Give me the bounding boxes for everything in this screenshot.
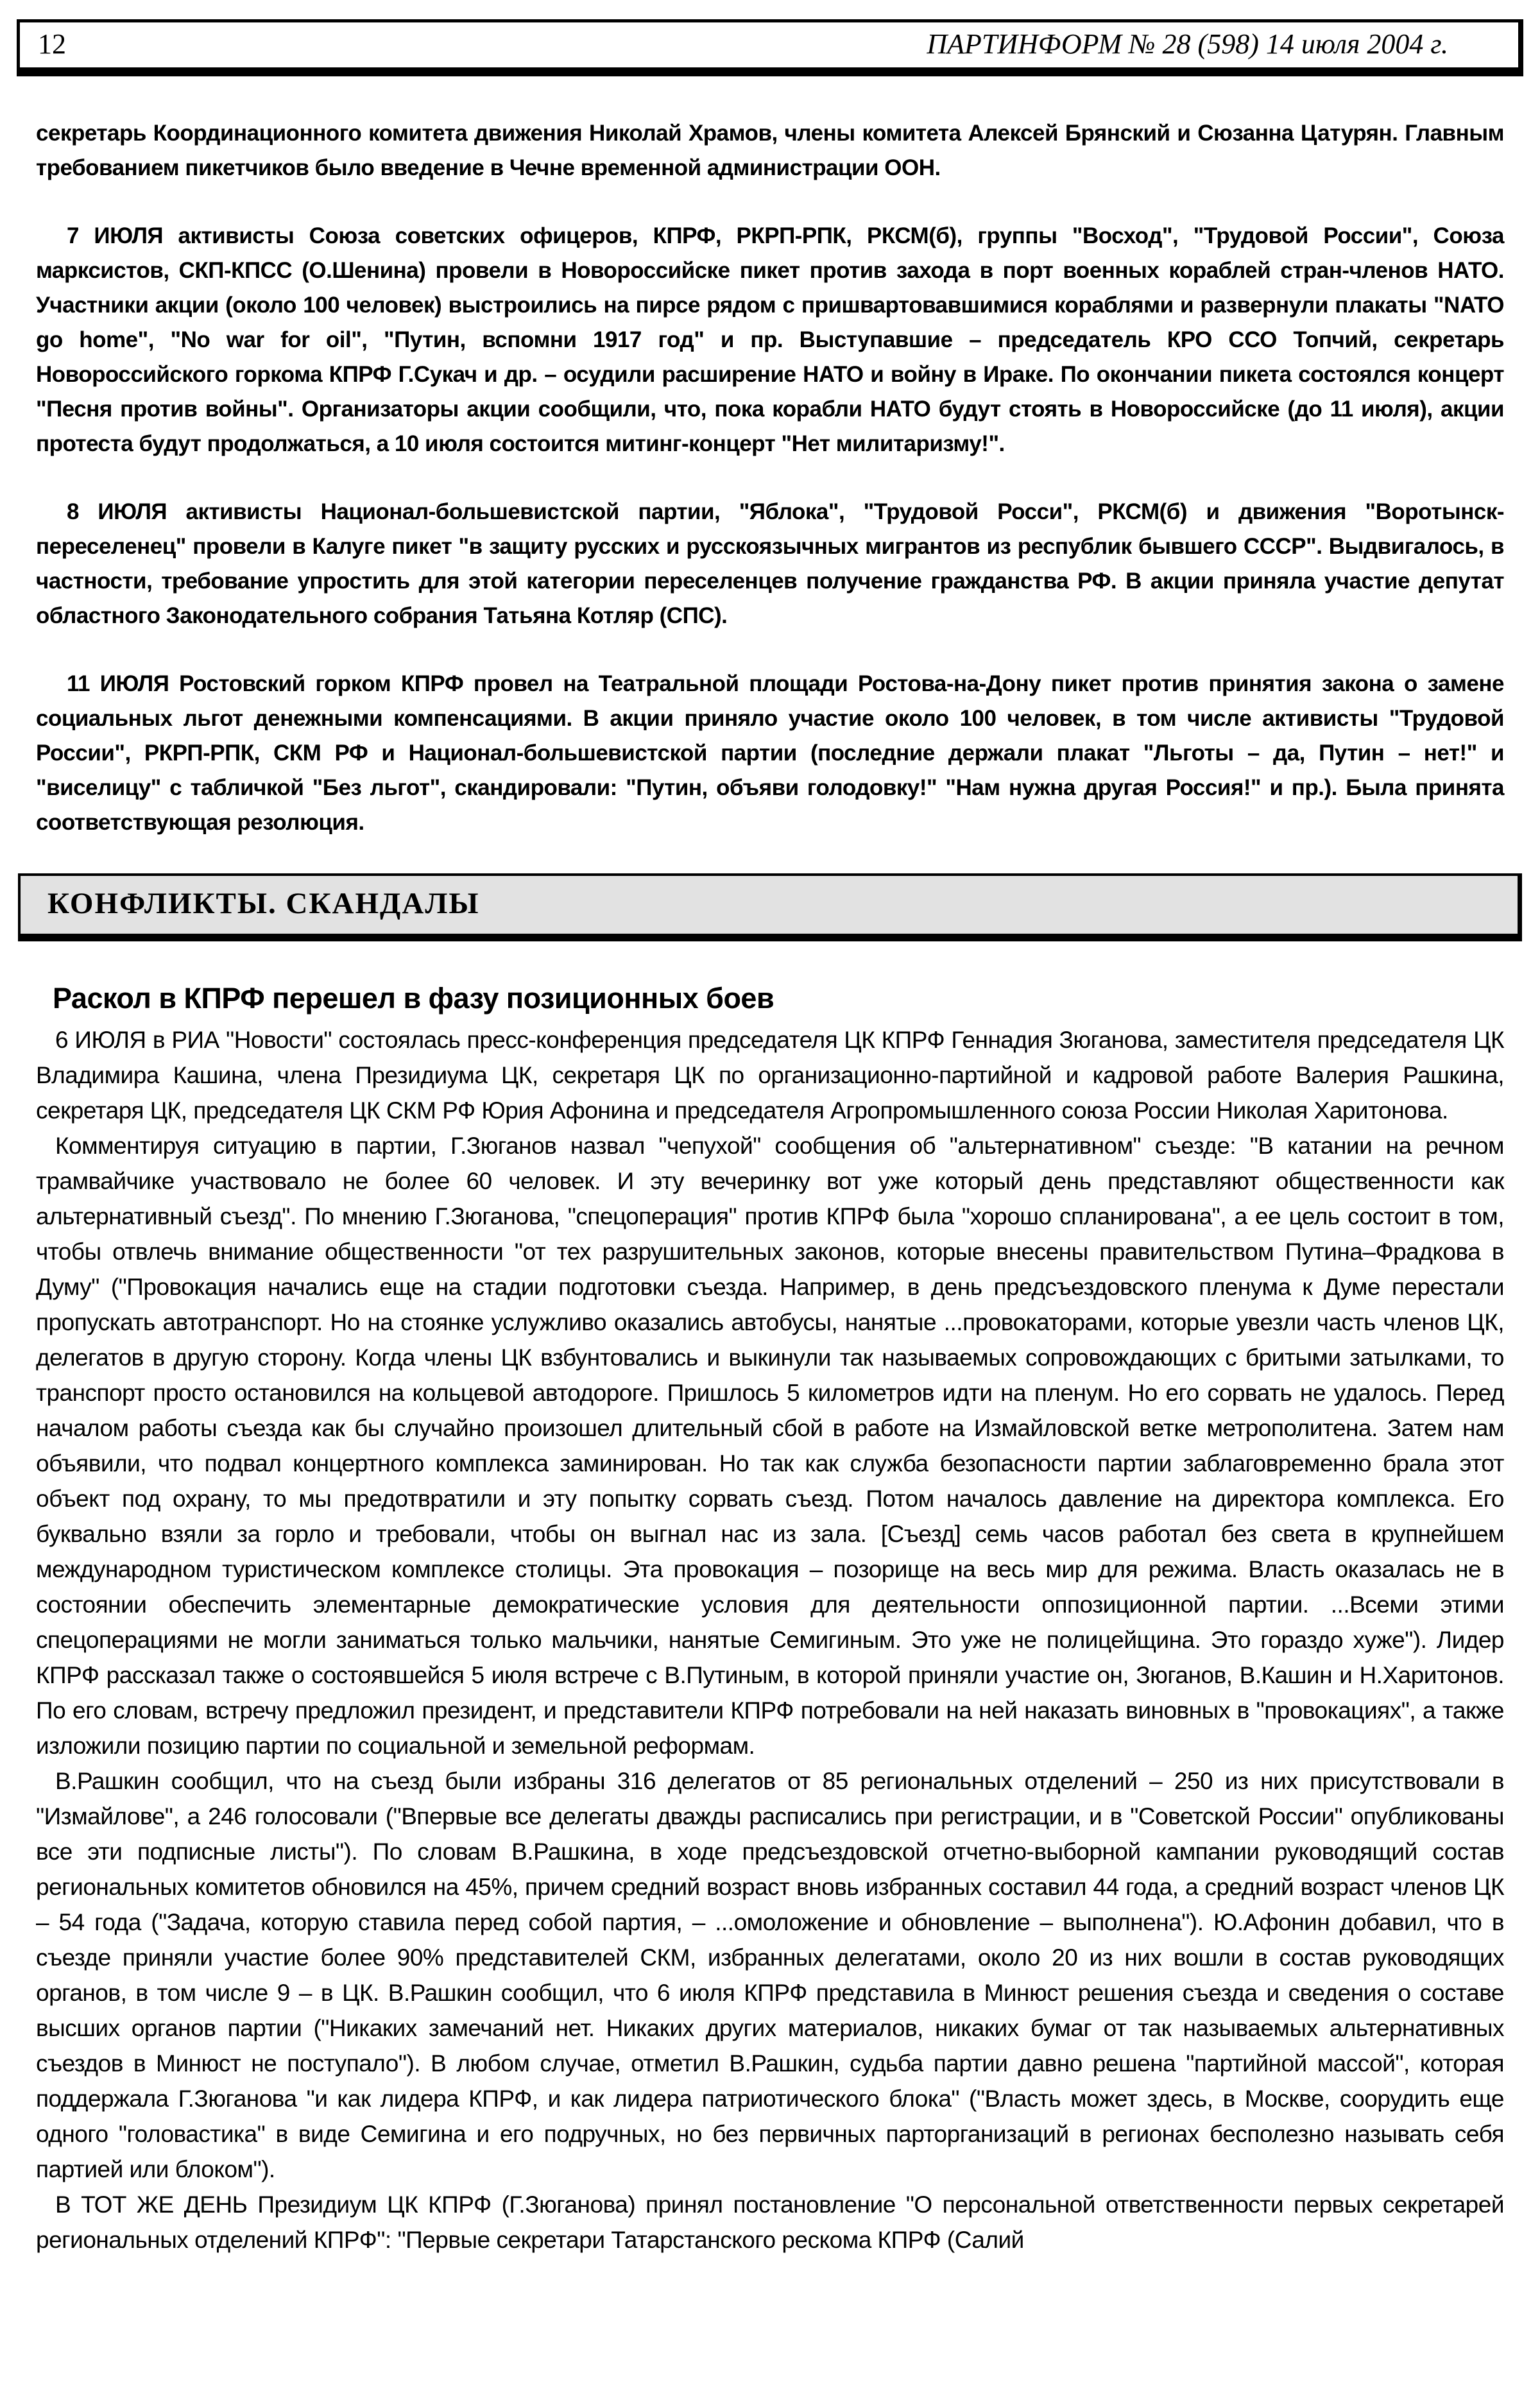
news-intro-block — [36, 116, 1504, 840]
page-number: 12 — [38, 28, 66, 60]
news-paragraph-continuation: секретарь Координационного комитета движения Николай Храмов, члены комитета Алексей Брянский и Сюзанна Цатурян. Главным требованием пикетчиков было введение в Чечне временной администрации ООН. — [36, 121, 1504, 180]
section-title: КОНФЛИКТЫ. СКАНДАЛЫ — [47, 887, 480, 920]
running-header — [17, 19, 1523, 76]
article-paragraph: В.Рашкин сообщил, что на съезд были избраны 316 делегатов от 85 региональных отделений – 250 из них присутствовали в "Измайлове", а 246 голосовали ("Впервые все делегаты дважды расписались при регистрации, и в "Советской России" опубликованы все эти подписные листы"). По словам В.Рашкина, в ходе предсъездовской отчетно-выборной кампании руководящий состав региональных комитетов обновился на 45%, причем средний возраст вновь избранных составил 44 года, а средний возраст членов ЦК – 54 года ("Задача, которую ставила перед собой партия, – ...омоложение и обновление – выполнена"). Ю.Афонин добавил, что в съезде приняли участие более 90% представителей СКМ, избранных делегатами, около 20 из них вошли в состав руководящих органов, в том числе 9 – в ЦК. В.Рашкин сообщил, что 6 июля КПРФ представила в Минюст решения съезда и сведения о составе высших органов партии ("Никаких замечаний нет. Никаких других материалов, никаких бумаг от так называемых альтернативных съездов в Минюст не поступало"). В любом случае, отметил В.Рашкин, судьба партии давно решена "партийной массой", которая поддержала Г.Зюганова "и как лидера КПРФ, и как лидера патриотического блока" ("Власть может здесь, в Москве, соорудить еще одного "головастика" в виде Семигина и его подручных, но без первичных парторганизаций в регионах бесполезно называть себя партией или блоком"). — [36, 1767, 1504, 2182]
section-banner — [18, 873, 1522, 941]
article-paragraph: Комментируя ситуацию в партии, Г.Зюганов назвал "чепухой" сообщения об "альтернативном" съезде: "В катании на речном трамвайчике участвовало не более 60 человек. И эту вечеринку вот уже который день представляют общественности как альтернативный съезд". По мнению Г.Зюганова, "спецоперация" против КПРФ была "хорошо спланирована", а ее цель состоит в том, чтобы отвлечь внимание общественности "от тех разрушительных законов, которые внесены правительством Путина–Фрадкова в Думу" ("Провокация начались еще на стадии подготовки съезда. Например, в день предсъездовского пленума к Думе перестали пропускать автотранспорт. Но на стоянке услужливо оказались автобусы, нанятые ...провокаторами, которые увезли часть членов ЦК, делегатов в другую сторону. Когда члены ЦК взбунтовались и выкинули так называемых сопровождающих с бритыми затылками, то транспорт просто остановился на кольцевой автодороге. Пришлось 5 километров идти на пленум. Но его сорвать не удалось. Перед началом работы съезда как бы случайно произошел длительный сбой в работе на Измайловской ветке метрополитена. Затем нам объявили, что подвал концертного комплекса заминирован. Но так как служба безопасности партии заблаговременно брала этот объект под охрану, то мы предотвратили и эту попытку сорвать съезд. Потом началось давление на директора комплекса. Его буквально взяли за горло и требовали, чтобы он выгнал нас из зала. [Съезд] семь часов работал без света в крупнейшем международном туристическом комплексе столицы. Эта провокация – позорище на весь мир для режима. Власть оказалась не в состоянии обеспечить элементарные демократические условия для деятельности оппозиционной партии. ...Всеми этими спецоперациями не могли заниматься только мальчики, нанятые Семигиным. Это уже не полицейщина. Это гораздо хуже"). Лидер КПРФ рассказал также о состоявшейся 5 июля встрече с В.Путиным, в которой приняли участие он, Зюганов, В.Кашин и Н.Харитонов. По его словам, встречу предложил президент, и представители КПРФ потребовали на ней наказать виновных в "провокациях", а также изложили позицию партии по социальной и земельной реформам. — [36, 1132, 1504, 1759]
news-paragraph-july7: 7 ИЮЛЯ активисты Союза советских офицеров, КПРФ, РКРП-РПК, РКСМ(б), группы "Восход", "Трудовой России", Союза марксистов, СКП-КПСС (О.Шенина) провели в Новороссийске пикет против захода в порт военных кораблей стран-членов НАТО. Участники акции (около 100 человек) выстроились на пирсе рядом с пришвартовавшимися кораблями и развернули плакаты "NATO go home", "No war for oil", "Путин, вспомни 1917 год" и пр. Выступавшие – председатель КРО ССО Топчий, секретарь Новороссийского горкома КПРФ Г.Сукач и др. – осудили расширение НАТО и войну в Ираке. По окончании пикета состоялся концерт "Песня против войны". Организаторы акции сообщили, что, пока корабли НАТО будут стоять в Новороссийске (до 11 июля), акции протеста будут продолжаться, а 10 июля состоится митинг-концерт "Нет милитаризму!". — [36, 223, 1504, 456]
article-title: Раскол в КПРФ перешел в фазу позиционных боев — [53, 981, 774, 1015]
issue-title: ПАРТИНФОРМ № 28 (598) 14 июля 2004 г. — [927, 28, 1448, 60]
article-paragraph: 6 ИЮЛЯ в РИА "Новости" состоялась пресс-конференция председателя ЦК КПРФ Геннадия Зюганова, заместителя председателя ЦК Владимира Кашина, члена Президиума ЦК, секретаря ЦК по организационно-партийной и кадровой работе Валерия Рашкина, секретаря ЦК, председателя ЦК СКМ РФ Юрия Афонина и председателя Агропромышленного союза России Николая Харитонова. — [36, 1026, 1504, 1124]
article-paragraph: В ТОТ ЖЕ ДЕНЬ Президиум ЦК КПРФ (Г.Зюганова) принял постановление "О персональной ответственности первых секретарей региональных отделений КПРФ": "Первые секретари Татарстанского рескома КПРФ (Салий — [36, 2191, 1504, 2253]
news-paragraph-july11: 11 ИЮЛЯ Ростовский горком КПРФ провел на Театральной площади Ростова-на-Дону пикет против принятия закона о замене социальных льгот денежными компенсациями. В акции приняло участие около 100 человек, в том числе активисты "Трудовой России", РКРП-РПК, СКМ РФ и Национал-большевистской партии (последние держали плакат "Льготы – да, Путин – нет!" и "виселицу" с табличкой "Без льгот", скандировали: "Путин, объяви голодовку!" "Нам нужна другая Россия!" и пр.). Была принята соответствующая резолюция. — [36, 671, 1504, 835]
article — [36, 981, 1504, 2258]
news-paragraph-july8: 8 ИЮЛЯ активисты Национал-большевистской партии, "Яблока", "Трудовой Росси", РКСМ(б) и движения "Воротынск-переселенец" провели в Калуге пикет "в защиту русских и русскоязычных мигрантов из республик бывшего СССР". Выдвигалось, в частности, требование упростить для этой категории переселенцев получение гражданства РФ. В акции приняла участие депутат областного Законодательного собрания Татьяна Котляр (СПС). — [36, 499, 1504, 628]
